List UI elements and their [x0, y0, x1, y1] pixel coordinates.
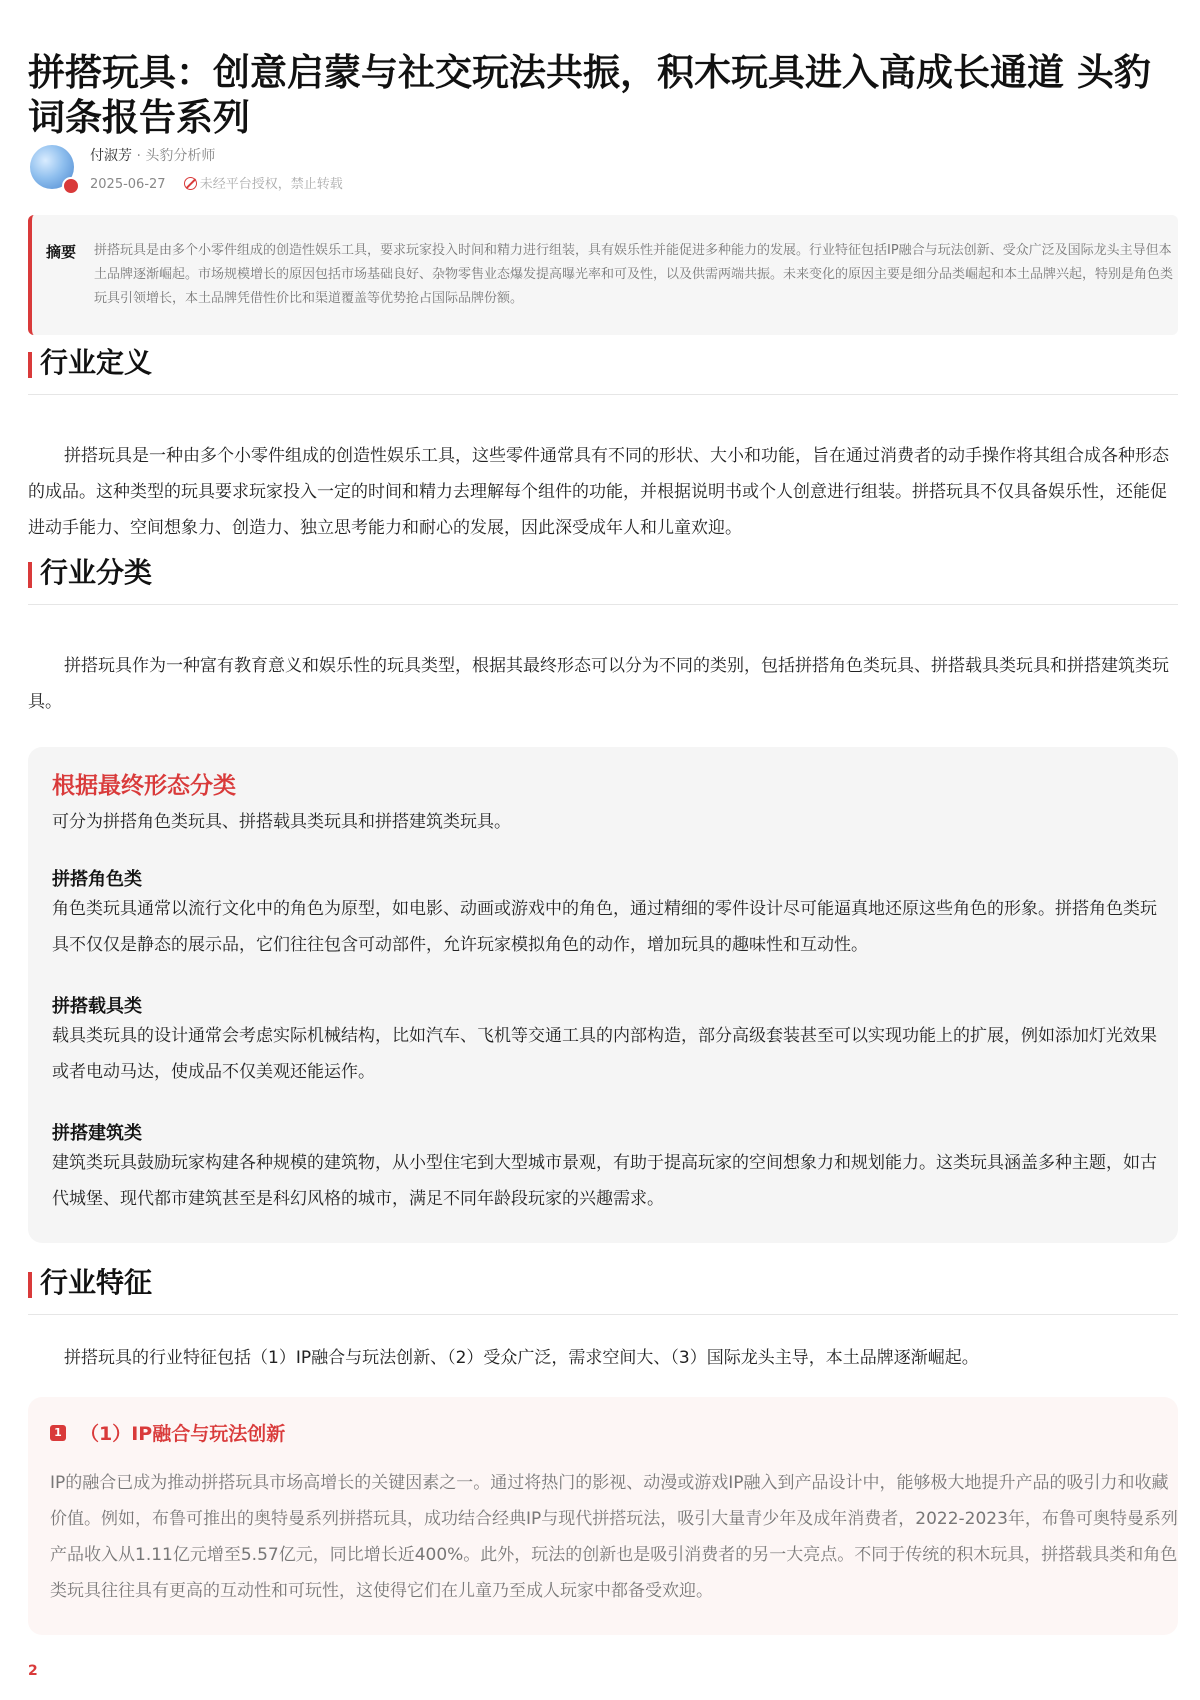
features-paragraph: 拼搭玩具的行业特征包括（1）IP融合与玩法创新、（2）受众广泛，需求空间大、（3）国际龙头主导，本土品牌逐渐崛起。: [64, 1348, 979, 1368]
section-accent-bar: [28, 352, 32, 378]
feature-card-ip: [28, 1397, 1178, 1635]
author-avatar[interactable]: [30, 145, 74, 189]
feature-text: IP的融合已成为推动拼搭玩具市场高增长的关键因素之一。通过将热门的影视、动漫或游戏IP融入到产品设计中，能够极大地提升产品的吸引力和收藏价值。例如，布鲁可推出的奥特曼系列拼搭玩具，成功结合经典IP与现代拼搭玩法，吸引大量青少年及成年消费者，2022-2023年，布鲁可奥特曼系列产品收入从1.11亿元增至5.57亿元，同比增长近400%。此外，玩法的创新也是吸引消费者的另一大亮点。不同于传统的积木玩具，拼搭载具类和角色类玩具往往具有更高的互动性和可玩性，这使得它们在儿童乃至成人玩家中都备受欢迎。: [50, 1473, 1178, 1601]
category-text: 建筑类玩具鼓励玩家构建各种规模的建筑物，从小型住宅到大型城市景观，有助于提高玩家的空间想象力和规划能力。这类玩具涵盖多种主题，如古代城堡、现代都市建筑甚至是科幻风格的城市，满足不同年龄段玩家的兴趣需求。: [52, 1153, 1157, 1209]
section-heading-classification: [28, 548, 1178, 605]
copyright-notice: 未经平台授权，禁止转载: [199, 177, 343, 192]
publish-meta: [90, 173, 343, 192]
abstract-text: 拼搭玩具是由多个小零件组成的创造性娱乐工具，要求玩家投入时间和精力进行组装，具有娱乐性并能促进多种能力的发展。行业特征包括IP融合与玩法创新、受众广泛及国际龙头主导但本土品牌逐渐崛起。市场规模增长的原因包括市场基础良好、杂物零售业态爆发提高曝光率和可及性，以及供需两端共振。未来变化的原因主要是细分品类崛起和本土品牌兴起，特别是角色类玩具引领增长，本土品牌凭借性价比和渠道覆盖等优势抢占国际品牌份额。: [94, 243, 1174, 306]
section-accent-bar: [28, 562, 32, 588]
category-title: 拼搭建筑类: [52, 1123, 142, 1144]
feature-title: （1）IP融合与玩法创新: [80, 1423, 286, 1445]
section-title: 行业定义: [40, 346, 153, 379]
publish-date: 2025-06-27: [90, 177, 166, 192]
abstract-label: 摘要: [46, 243, 77, 261]
author-name[interactable]: 付淑芳: [90, 148, 132, 164]
category-title: 拼搭载具类: [52, 996, 142, 1017]
report-title: 拼搭玩具：创意启蒙与社交玩法共振，积木玩具进入高成长通道 头豹词条报告系列: [28, 51, 1151, 139]
author-line: [90, 145, 215, 165]
page-number: 2: [28, 1663, 38, 1679]
section-heading-definition: [28, 338, 1178, 395]
definition-paragraph: 拼搭玩具是一种由多个小零件组成的创造性娱乐工具，这些零件通常具有不同的形状、大小和功能，旨在通过消费者的动手操作将其组合成各种形态的成品。这种类型的玩具要求玩家投入一定的时间和精力去理解每个组件的功能，并根据说明书或个人创意进行组装。拼搭玩具不仅具备娱乐性，还能促进动手能力、空间想象力、创造力、独立思考能力和耐心的发展，因此深受成年人和儿童欢迎。: [28, 446, 1169, 538]
category-title: 拼搭角色类: [52, 869, 142, 890]
category-text: 载具类玩具的设计通常会考虑实际机械结构，比如汽车、飞机等交通工具的内部构造，部分高级套装甚至可以实现功能上的扩展，例如添加灯光效果或者电动马达，使成品不仅美观还能运作。: [52, 1026, 1157, 1082]
section-accent-bar: [28, 1272, 32, 1298]
section-title: 行业特征: [40, 1266, 153, 1299]
author-role: · 头豹分析师: [132, 148, 216, 164]
category-text: 角色类玩具通常以流行文化中的角色为原型，如电影、动画或游戏中的角色，通过精细的零件设计尽可能逼真地还原这些角色的形象。拼搭角色类玩具不仅仅是静态的展示品，它们往往包含可动部件，允许玩家模拟角色的动作，增加玩具的趣味性和互动性。: [52, 899, 1157, 955]
card-subtitle: 可分为拼搭角色类玩具、拼搭载具类玩具和拼搭建筑类玩具。: [52, 812, 511, 832]
prohibited-icon: [184, 177, 197, 190]
card-title: 根据最终形态分类: [52, 773, 236, 799]
section-heading-features: [28, 1258, 1178, 1315]
number-badge-icon: 1: [50, 1425, 66, 1441]
author-info: [28, 143, 628, 193]
verified-badge-icon: [62, 177, 80, 195]
classification-card: [28, 747, 1178, 1243]
abstract-box: [28, 215, 1178, 335]
classification-paragraph: 拼搭玩具作为一种富有教育意义和娱乐性的玩具类型，根据其最终形态可以分为不同的类别，包括拼搭角色类玩具、拼搭载具类玩具和拼搭建筑类玩具。: [28, 656, 1169, 712]
section-title: 行业分类: [40, 556, 153, 589]
